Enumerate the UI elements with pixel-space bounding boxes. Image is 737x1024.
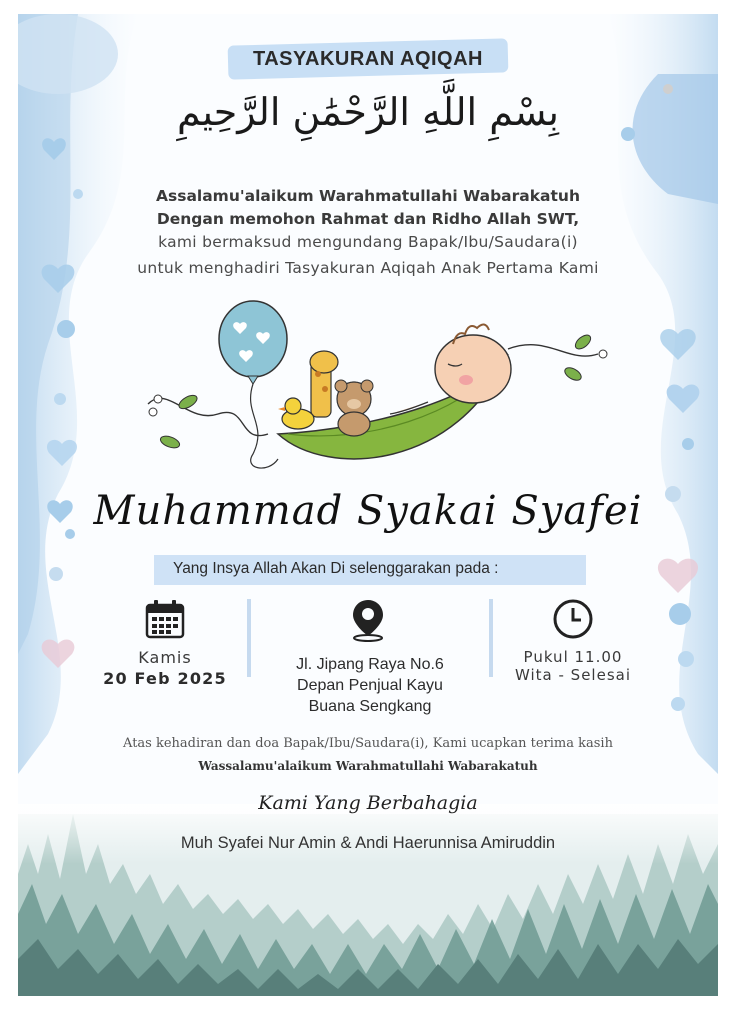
greeting-line-2: Dengan memohon Rahmat dan Ridho Allah SWT, bbox=[156, 210, 580, 228]
location-pin-icon bbox=[350, 598, 386, 642]
signature-label: Kami Yang Berbahagia bbox=[258, 792, 478, 814]
thank-you-note: Atas kehadiran dan doa Bapak/Ibu/Saudara(i), Kami ucapkan terima kasih bbox=[123, 736, 613, 751]
bismillah-calligraphy: بِسْمِ اللَّهِ الرَّحْمَٰنِ الرَّحِيمِ bbox=[177, 90, 559, 134]
greeting-line-3: kami bermaksud mengundang Bapak/Ibu/Saudara(i) bbox=[158, 233, 578, 251]
event-day: Kamis bbox=[138, 648, 192, 667]
greeting-salam: Assalamu'alaikum Warahmatullahi Wabarakatuh bbox=[156, 187, 580, 205]
address-line-3: Buana Sengkang bbox=[308, 698, 432, 715]
event-address bbox=[262, 654, 478, 717]
event-time-end: Wita - Selesai bbox=[514, 666, 631, 684]
greeting-line-4: untuk menghadiri Tasyakuran Aqiqah Anak Pertama Kami bbox=[137, 259, 599, 277]
event-title: TASYAKURAN AQIQAH bbox=[253, 48, 483, 70]
event-date: 20 Feb 2025 bbox=[103, 669, 227, 688]
baby-in-pea-pod-illustration bbox=[128, 294, 618, 484]
event-time: Pukul 11.00 bbox=[523, 648, 623, 666]
address-line-2: Depan Penjual Kayu bbox=[297, 677, 443, 694]
closing-salam: Wassalamu'alaikum Warahmatullahi Wabarakatuh bbox=[198, 759, 538, 773]
schedule-intro: Yang Insya Allah Akan Di selenggarakan pada : bbox=[173, 560, 499, 577]
child-name: Muhammad Syakai Syafei bbox=[93, 488, 643, 534]
parents-names: Muh Syafei Nur Amin & Andi Haerunnisa Amiruddin bbox=[180, 834, 556, 852]
column-divider bbox=[489, 599, 493, 677]
clock-icon bbox=[552, 598, 594, 640]
column-divider bbox=[247, 599, 251, 677]
invitation-card bbox=[18, 14, 718, 996]
address-line-1: Jl. Jipang Raya No.6 bbox=[296, 656, 444, 673]
calendar-icon bbox=[145, 599, 185, 639]
